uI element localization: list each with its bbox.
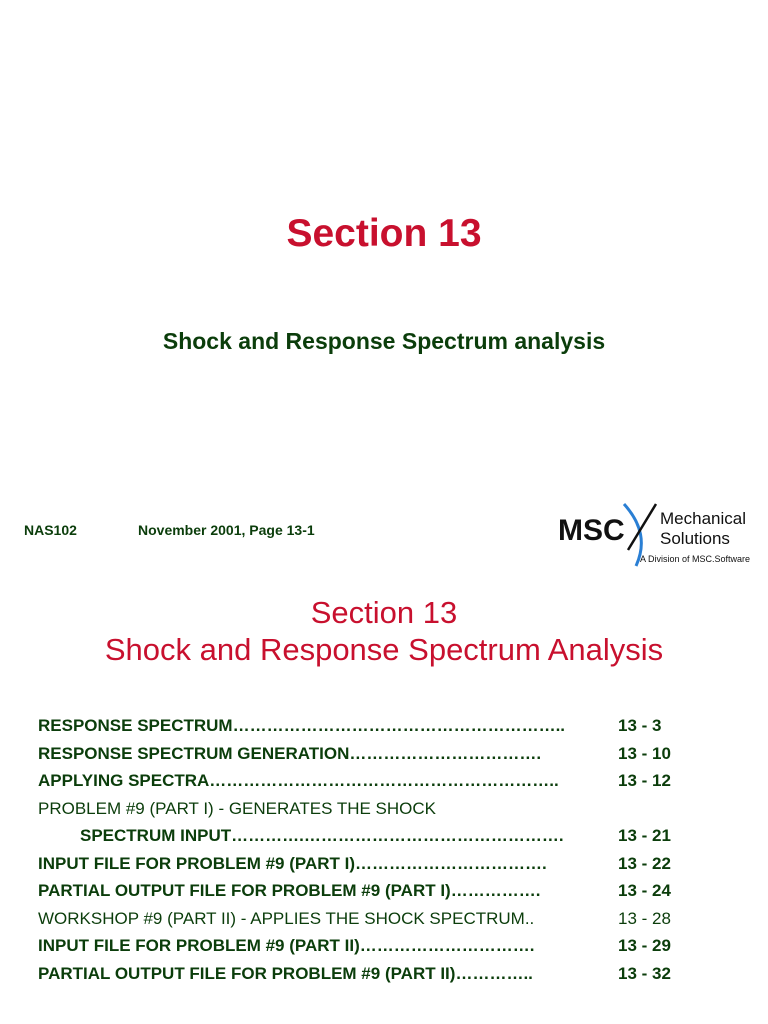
section-header: [0, 594, 768, 668]
logo-line2: Solutions: [660, 529, 730, 548]
toc-row: [38, 960, 738, 988]
toc-entry-page: 13 - 32: [618, 963, 671, 983]
toc-entry-page: 13 - 21: [618, 826, 671, 845]
date-page-footer: November 2001, Page 13-1: [138, 522, 315, 538]
table-of-contents: [38, 712, 738, 987]
toc-entry-text: PARTIAL OUTPUT FILE FOR PROBLEM #9 (PART II)…………..: [38, 963, 533, 983]
msc-logo: [556, 496, 761, 568]
toc-entry-text: INPUT FILE FOR PROBLEM #9 (PART I)…………………………….: [38, 853, 547, 873]
logo-msc-text: MSC: [558, 514, 625, 547]
toc-entry-text: SPECTRUM INPUT………….……………………………………….: [80, 826, 564, 845]
toc-row: [38, 822, 738, 850]
toc-entry-text: PARTIAL OUTPUT FILE FOR PROBLEM #9 (PART I)…………….: [38, 881, 541, 900]
toc-row: [38, 712, 738, 740]
toc-entry-page: 13 - 22: [618, 853, 671, 873]
slide-subtitle: Shock and Response Spectrum analysis: [162, 328, 606, 354]
toc-entry-text: RESPONSE SPECTRUM GENERATION…………………………….: [38, 743, 542, 763]
slide-title: Section 13: [286, 212, 482, 255]
toc-row: [38, 932, 738, 960]
logo-line1: Mechanical: [660, 509, 746, 528]
toc-entry-text: RESPONSE SPECTRUM…………………………………………………..: [38, 716, 566, 735]
course-code: NAS102: [24, 522, 77, 538]
toc-row: [38, 795, 738, 823]
toc-entry-text: INPUT FILE FOR PROBLEM #9 (PART II)………………………….: [38, 936, 535, 955]
toc-row: [38, 767, 738, 795]
logo-swoosh-icon: [624, 504, 641, 566]
toc-row: [38, 905, 738, 933]
toc-entry-page: 13 - 12: [618, 771, 671, 790]
toc-entry-text: PROBLEM #9 (PART I) - GENERATES THE SHOCK: [38, 798, 437, 818]
logo-tagline: A Division of MSC.Software: [640, 554, 751, 564]
toc-entry-page: 13 - 28: [618, 908, 671, 928]
toc-row: [38, 877, 738, 905]
toc-row: [38, 740, 738, 768]
toc-row: [38, 850, 738, 878]
toc-entry-page: 13 - 29: [618, 936, 671, 955]
toc-entry-page: 13 - 3: [618, 716, 662, 735]
section-header-line1: Section 13: [310, 595, 458, 630]
section-header-line2: Shock and Response Spectrum Analysis: [104, 632, 664, 667]
toc-entry-text: WORKSHOP #9 (PART II) - APPLIES THE SHOCK SPECTRUM..: [38, 908, 535, 928]
toc-entry-page: 13 - 10: [618, 743, 671, 763]
toc-entry-text: APPLYING SPECTRA……………………………………………………..: [38, 771, 559, 790]
toc-entry-page: 13 - 24: [618, 881, 671, 900]
